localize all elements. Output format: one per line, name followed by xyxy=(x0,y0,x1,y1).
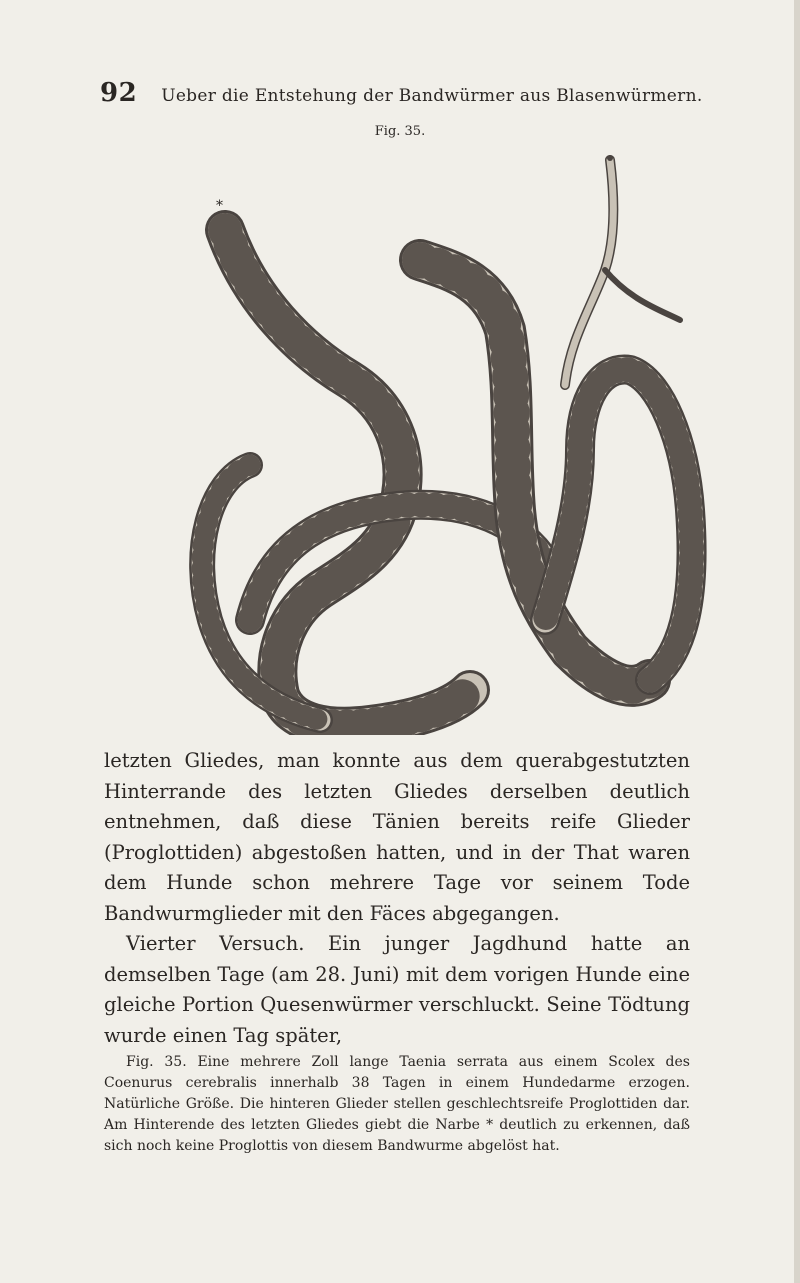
scar-asterisk: * xyxy=(216,198,223,214)
page-number: 92 xyxy=(100,78,138,108)
scolex-head xyxy=(607,155,613,161)
running-head: Ueber die Entstehung der Bandwürmer aus Blasenwürmern. xyxy=(161,86,703,106)
body-text xyxy=(104,746,690,1051)
figure-label: Fig. 35. xyxy=(374,124,426,139)
page-edge xyxy=(794,0,800,1283)
paragraph: Vierter Versuch. Ein junger Jagdhund hatte an demselben Tage (am 28. Juni) mit dem vorigen Hunde eine gleiche Portion Quesenwürmer verschluckt. Seine Tödtung wurde einen Tag später, xyxy=(104,932,690,1047)
paragraph: letzten Gliedes, man konnte aus dem querabgestutzten Hinterrande des letzten Gliedes derselben deutlich entnehmen, daß diese Tänien bereits reife Glieder (Proglottiden) abgestoßen hatten, und in der That waren dem Hunde schon mehrere Tage vor seinem Tode Bandwurmglieder mit den Fäces abgegangen. xyxy=(104,749,690,925)
tapeworm-illustration xyxy=(150,150,730,735)
page-header xyxy=(100,78,720,108)
caption-text: Fig. 35. Eine mehrere Zoll lange Taenia serrata aus einem Scolex des Coenurus cerebralis innerhalb 38 Tagen in einem Hundedarme erzogen. Natürliche Größe. Die hinteren Glieder stellen geschlechtsreife Proglottiden dar. Am Hinterende des letzten Gliedes giebt die Narbe * deutlich zu erkennen, daß sich noch keine Proglottis von diesem Bandwurme abgelöst hat. xyxy=(104,1054,690,1154)
figure-caption xyxy=(104,1052,690,1157)
